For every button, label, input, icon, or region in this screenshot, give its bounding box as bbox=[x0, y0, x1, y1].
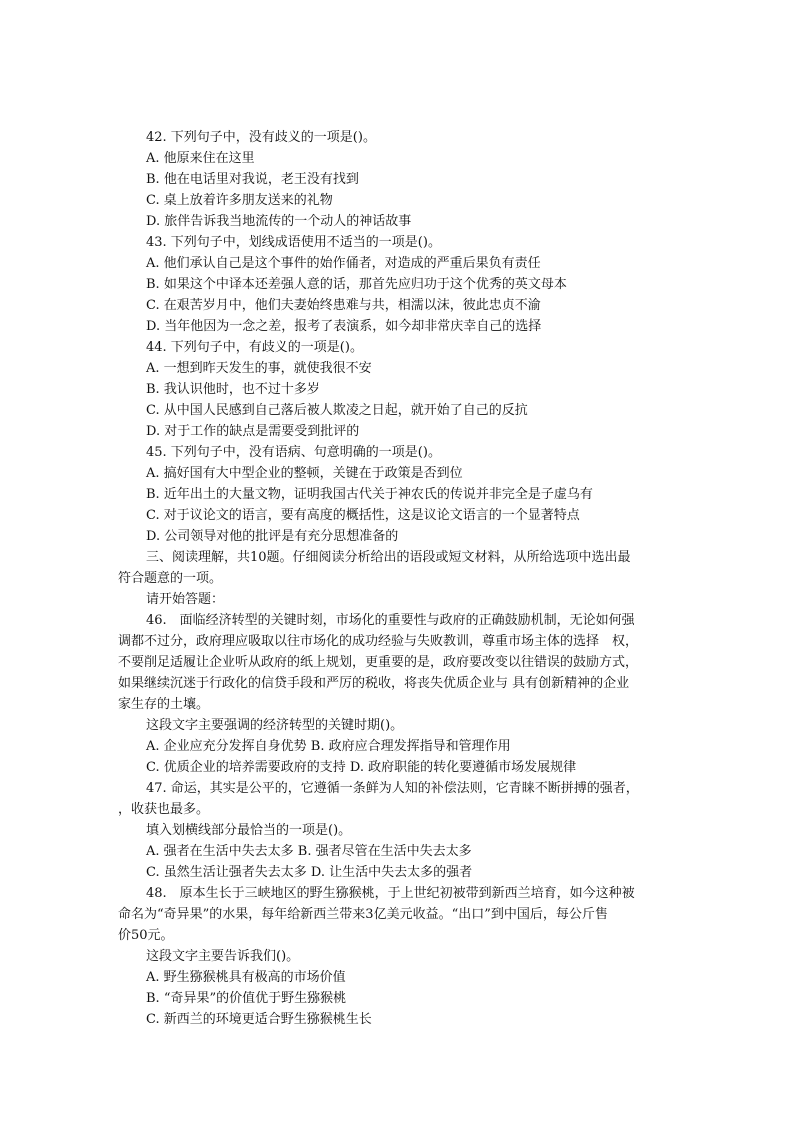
passage-46-line: 家生存的土壤。 bbox=[118, 697, 210, 712]
section-heading-cont: 符合题意的一项。 bbox=[118, 571, 223, 586]
option-line: C. 在艰苦岁月中，他们夫妻始终患难与共，相濡以沫，彼此忠贞不渝 bbox=[146, 298, 541, 313]
option-line: A. 野生猕猴桃具有极高的市场价值 bbox=[146, 970, 346, 985]
option-line: A. 他原来住在这里 bbox=[146, 151, 255, 166]
passage-47-line: 47. 命运，其实是公平的，它遵循一条鲜为人知的补偿法则，它青睐不断拼搏的强者， bbox=[146, 781, 639, 796]
option-line: C. 新西兰的环境更适合野生猕猴桃生长 bbox=[146, 1012, 372, 1027]
option-line: A. 他们承认自己是这个事件的始作俑者，对造成的严重后果负有责任 bbox=[146, 256, 541, 271]
question-44-stem: 44. 下列句子中，有歧义的一项是()。 bbox=[146, 340, 363, 355]
option-line: D. 旅伴告诉我当地流传的一个动人的神话故事 bbox=[146, 214, 412, 229]
passage-46-line: 46. 面临经济转型的关键时刻，市场化的重要性与政府的正确鼓励机制，无论如何强 bbox=[146, 613, 635, 628]
option-line: D. 公司领导对他的批评是有充分思想准备的 bbox=[146, 529, 399, 544]
question-47-stem: 填入划横线部分最恰当的一项是()。 bbox=[146, 823, 352, 838]
section-heading: 三、阅读理解，共10题。仔细阅读分析给出的语段或短文材料，从所给选项中选出最 bbox=[146, 550, 631, 565]
passage-48-line: 48. 原本生长于三峡地区的野生猕猴桃，于上世纪初被带到新西兰培育，如今这种被 bbox=[146, 886, 635, 901]
question-48-stem: 这段文字主要告诉我们()。 bbox=[146, 949, 300, 964]
option-line: B. 他在电话里对我说，老王没有找到 bbox=[146, 172, 359, 187]
option-line: C. 对于议论文的语言，要有高度的概括性，这是议论文语言的一个显著特点 bbox=[146, 508, 580, 523]
passage-46-line: 调都不过分，政府理应吸取以往市场化的成功经验与失败教训，尊重市场主体的选择 权， bbox=[118, 634, 639, 649]
option-line: C. 虽然生活让强者失去太多 D. 让生活中失去太多的强者 bbox=[146, 865, 473, 880]
passage-46-line: 不要削足适履让企业听从政府的纸上规划，更重要的是，政府要改变以往错误的鼓励方式， bbox=[118, 655, 639, 670]
option-line: B. “奇异果”的价值优于野生猕猴桃 bbox=[146, 991, 347, 1006]
passage-48-line: 命名为“奇异果”的水果，每年给新西兰带来3亿美元收益。“出口”到中国后，每公斤售 bbox=[118, 907, 608, 922]
option-line: D. 对于工作的缺点是需要受到批评的 bbox=[146, 424, 360, 439]
option-line: C. 优质企业的培养需要政府的支持 D. 政府职能的转化要遵循市场发展规律 bbox=[146, 760, 577, 775]
question-45-stem: 45. 下列句子中，没有语病、句意明确的一项是()。 bbox=[146, 445, 441, 460]
question-43-stem: 43. 下列句子中，划线成语使用不适当的一项是()。 bbox=[146, 235, 441, 250]
option-line: A. 强者在生活中失去太多 B. 强者尽管在生活中失去太多 bbox=[146, 844, 472, 859]
option-line: C. 从中国人民感到自己落后被人欺凌之日起，就开始了自己的反抗 bbox=[146, 403, 528, 418]
option-line: C. 桌上放着许多朋友送来的礼物 bbox=[146, 193, 333, 208]
question-42-stem: 42. 下列句子中，没有歧义的一项是()。 bbox=[146, 130, 376, 145]
instruction-text: 请开始答题： bbox=[146, 592, 225, 607]
option-line: A. 企业应充分发挥自身优势 B. 政府应合理发挥指导和管理作用 bbox=[146, 739, 511, 754]
option-line: B. 近年出土的大量文物，证明我国古代关于神农氏的传说并非完全是子虚乌有 bbox=[146, 487, 593, 502]
passage-46-line: 如果继续沉迷于行政化的信贷手段和严厉的税收，将丧失优质企业与 具有创新精神的企业 bbox=[118, 676, 630, 691]
question-46-stem: 这段文字主要强调的经济转型的关键时期()。 bbox=[146, 718, 404, 733]
option-line: B. 如果这个中译本还差强人意的话，那首先应归功于这个优秀的英文母本 bbox=[146, 277, 567, 292]
option-line: D. 当年他因为一念之差，报考了表演系，如今却非常庆幸自己的选择 bbox=[146, 319, 542, 334]
passage-47-line: ，收获也最多。 bbox=[118, 802, 210, 817]
option-line: A. 一想到昨天发生的事，就使我很不安 bbox=[146, 361, 372, 376]
option-line: A. 搞好国有大中型企业的整顿，关键在于政策是否到位 bbox=[146, 466, 463, 481]
passage-48-line: 价50元。 bbox=[118, 928, 174, 943]
option-line: B. 我认识他时，也不过十多岁 bbox=[146, 382, 320, 397]
